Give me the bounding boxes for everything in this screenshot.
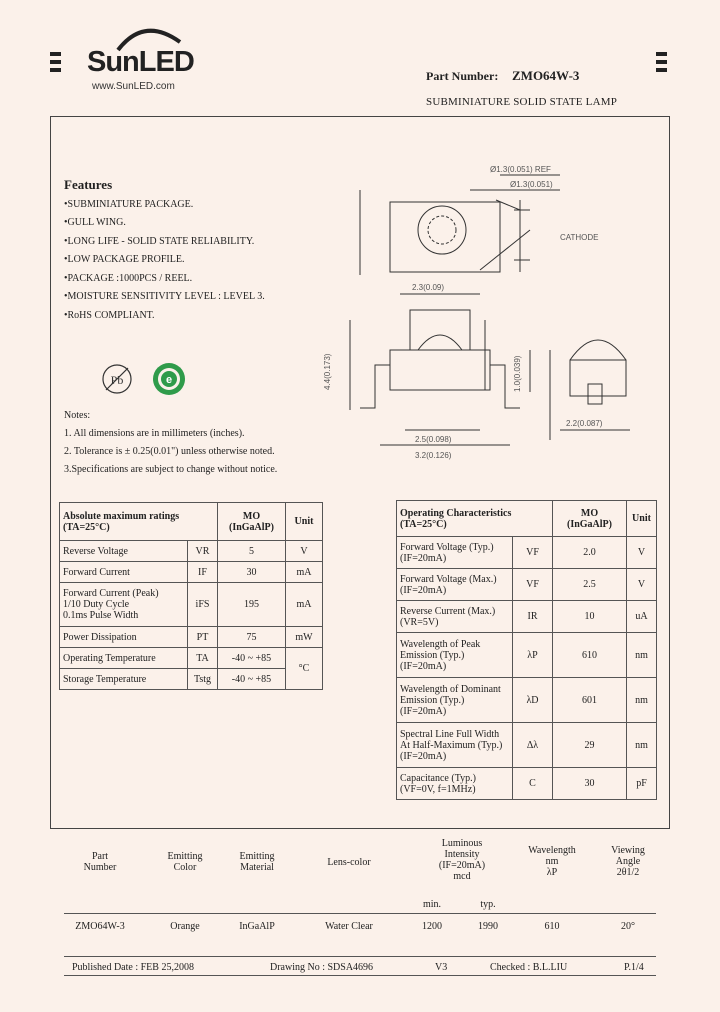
- cell-material: InGaAlP: [239, 921, 275, 932]
- row-symbol: Δλ: [513, 723, 553, 768]
- row-unit: uA: [627, 601, 657, 633]
- svg-text:e: e: [165, 374, 173, 386]
- row-symbol: IF: [188, 562, 218, 583]
- table-row: [397, 768, 657, 800]
- feature-item: •SUBMINIATURE PACKAGE.: [64, 199, 194, 210]
- col-header-lens: Lens-color: [327, 857, 371, 868]
- rohs-icon: [150, 360, 188, 398]
- row-value: 10: [553, 601, 627, 633]
- row-name: Capacitance (Typ.): [400, 772, 476, 784]
- op-table-cond: (TA=25°C): [400, 518, 447, 530]
- row-value: 30: [553, 768, 627, 800]
- product-subtitle: SUBMINIATURE SOLID STATE LAMP: [426, 96, 618, 108]
- feature-item: •GULL WING.: [64, 217, 126, 228]
- table-row: [397, 678, 657, 723]
- row-unit: nm: [627, 678, 657, 723]
- note-item: 1. All dimensions are in millimeters (inches).: [64, 428, 245, 439]
- table-row: [60, 627, 323, 648]
- dim-label: 3.2(0.126): [415, 451, 452, 460]
- table-row: [60, 583, 323, 627]
- op-col-unit: Unit: [627, 501, 657, 537]
- row-cond: (IF=20mA): [400, 584, 447, 596]
- row-symbol: VF: [513, 537, 553, 569]
- row-unit: °C: [286, 648, 323, 690]
- row-value: 610: [553, 633, 627, 678]
- row-name: Emission (Typ.): [400, 694, 465, 706]
- row-name: At Half-Maximum (Typ.): [400, 739, 503, 751]
- abs-col-mo: MO: [242, 510, 261, 522]
- corner-bar: [656, 60, 667, 64]
- row-value: 601: [553, 678, 627, 723]
- row-symbol: TA: [188, 648, 218, 669]
- row-name: Forward Voltage (Max.): [400, 573, 497, 585]
- row-value: 2.0: [553, 537, 627, 569]
- col-header-material: Emitting Material: [239, 851, 275, 873]
- table-row: [397, 569, 657, 601]
- row-symbol: PT: [188, 627, 218, 648]
- row-cond: (IF=20mA): [400, 552, 447, 564]
- row-name: Power Dissipation: [60, 627, 188, 648]
- table-row: [397, 537, 657, 569]
- feature-item: •MOISTURE SENSITIVITY LEVEL : LEVEL 3.: [64, 291, 265, 302]
- table-row: [60, 648, 323, 669]
- dim-label: 2.5(0.098): [415, 435, 452, 444]
- row-symbol: λP: [513, 633, 553, 678]
- row-name: Storage Temperature: [60, 669, 188, 690]
- cell-min: 1200: [422, 921, 442, 932]
- row-symbol: IR: [513, 601, 553, 633]
- cell-typ: 1990: [478, 921, 498, 932]
- version: V3: [435, 962, 448, 973]
- op-table-title: Operating Characteristics: [400, 507, 512, 519]
- table-row: [60, 669, 323, 690]
- row-name: 0.1ms Pulse Width: [63, 610, 139, 621]
- pb-free-icon: [100, 362, 134, 396]
- logo-bar: [50, 52, 61, 56]
- row-name: Spectral Line Full Width: [400, 728, 500, 740]
- row-unit: pF: [627, 768, 657, 800]
- part-number-label: Part Number:: [426, 69, 499, 83]
- dim-label: 4.4(0.173): [323, 353, 332, 390]
- corner-bar: [656, 68, 667, 72]
- cell-part: ZMO64W-3: [75, 921, 125, 932]
- row-cond: (IF=20mA): [400, 705, 447, 717]
- published-date: Published Date : FEB 25,2008: [72, 962, 194, 973]
- notes-title: Notes:: [64, 410, 91, 421]
- row-name: Forward Current: [60, 562, 188, 583]
- row-cond: (VF=0V, f=1MHz): [400, 783, 476, 795]
- package-drawing: [320, 160, 650, 480]
- row-value: 29: [553, 723, 627, 768]
- dim-label: Ø1.3(0.051) REF: [490, 165, 551, 174]
- row-value: 195: [218, 583, 286, 627]
- row-name: Reverse Current (Max.): [400, 605, 496, 617]
- abs-col-mat: (InGaAlP): [229, 521, 274, 533]
- drawing-number: Drawing No : SDSA4696: [270, 962, 374, 973]
- row-unit: mA: [286, 583, 323, 627]
- brand-name: SunLED: [87, 46, 194, 78]
- abs-table-cond: (TA=25°C): [63, 521, 110, 533]
- col-header-wavelength: Wavelength nm λP: [528, 845, 576, 878]
- op-col-mo: MO: [580, 507, 599, 519]
- row-unit: mA: [286, 562, 323, 583]
- row-value: 2.5: [553, 569, 627, 601]
- row-unit: V: [286, 541, 323, 562]
- row-symbol: VF: [513, 569, 553, 601]
- dim-label: CATHODE: [560, 233, 599, 242]
- row-value: 30: [218, 562, 286, 583]
- footer-divider: [64, 956, 656, 957]
- feature-item: •RoHS COMPLIANT.: [64, 310, 155, 321]
- row-cond: (IF=20mA): [400, 750, 447, 762]
- table-row: [397, 723, 657, 768]
- table-row: [397, 601, 657, 633]
- row-unit: V: [627, 569, 657, 601]
- row-value: -40 ~ +85: [218, 669, 286, 690]
- abs-table-title: Absolute maximum ratings: [63, 510, 180, 522]
- abs-max-table: [59, 502, 323, 690]
- row-name: Emission (Typ.): [400, 649, 465, 661]
- row-unit: mW: [286, 627, 323, 648]
- row-name: 1/10 Duty Cycle: [63, 599, 130, 610]
- row-symbol: VR: [188, 541, 218, 562]
- cell-color: Orange: [170, 921, 200, 932]
- row-name: Forward Voltage (Typ.): [400, 541, 494, 553]
- note-item: 2. Tolerance is ± 0.25(0.01") unless otherwise noted.: [64, 446, 275, 457]
- corner-bar: [656, 52, 667, 56]
- col-header-part: Part Number: [83, 851, 117, 873]
- row-value: 75: [218, 627, 286, 648]
- row-symbol: Tstg: [188, 669, 218, 690]
- op-col-mat: (InGaAlP): [567, 518, 612, 530]
- min-label: min.: [422, 899, 442, 910]
- dim-label: 1.0(0.039): [513, 355, 522, 392]
- dim-label: Ø1.3(0.051): [510, 180, 553, 189]
- checked-by: Checked : B.L.LIU: [490, 962, 568, 973]
- col-header-angle: Viewing Angle 2θ1/2: [611, 845, 645, 878]
- row-symbol: C: [513, 768, 553, 800]
- row-symbol: iFS: [188, 583, 218, 627]
- table-row: [397, 633, 657, 678]
- part-number: ZMO64W-3: [512, 68, 580, 83]
- dim-label: 2.3(0.09): [412, 283, 445, 292]
- cell-angle: 20°: [621, 921, 635, 932]
- row-name: Wavelength of Peak: [400, 638, 481, 650]
- row-unit: V: [627, 537, 657, 569]
- feature-item: •LOW PACKAGE PROFILE.: [64, 254, 185, 265]
- table-row: [60, 541, 323, 562]
- features-title: Features: [64, 177, 113, 192]
- footer-divider: [64, 975, 656, 976]
- table-divider: [64, 913, 656, 914]
- brand-url: www.SunLED.com: [92, 81, 175, 92]
- cell-lens: Water Clear: [325, 921, 373, 932]
- cell-wavelength: 610: [544, 921, 560, 932]
- note-item: 3.Specifications are subject to change without notice.: [64, 464, 278, 475]
- row-value: 5: [218, 541, 286, 562]
- col-header-color: Emitting Color: [167, 851, 203, 873]
- page-number: P.1/4: [624, 962, 644, 973]
- table-row: [60, 562, 323, 583]
- operating-characteristics-table: [396, 500, 657, 800]
- row-unit: nm: [627, 723, 657, 768]
- logo-bar: [50, 68, 61, 72]
- typ-label: typ.: [480, 899, 496, 910]
- dim-label: 2.2(0.087): [566, 419, 603, 428]
- row-symbol: λD: [513, 678, 553, 723]
- feature-item: •PACKAGE :1000PCS / REEL.: [64, 273, 193, 284]
- row-name: Wavelength of Dominant: [400, 683, 501, 695]
- svg-text:Pb: Pb: [110, 373, 124, 387]
- abs-col-unit: Unit: [286, 503, 323, 541]
- feature-item: •LONG LIFE - SOLID STATE RELIABILITY.: [64, 236, 255, 247]
- row-unit: nm: [627, 633, 657, 678]
- row-cond: (VR=5V): [400, 616, 439, 628]
- row-name: Operating Temperature: [60, 648, 188, 669]
- row-name: Forward Current (Peak): [63, 588, 159, 599]
- col-header-intensity: Luminous Intensity (IF=20mA) mcd: [438, 838, 486, 882]
- row-name: Reverse Voltage: [60, 541, 188, 562]
- row-cond: (IF=20mA): [400, 660, 447, 672]
- logo-bar: [50, 60, 61, 64]
- row-value: -40 ~ +85: [218, 648, 286, 669]
